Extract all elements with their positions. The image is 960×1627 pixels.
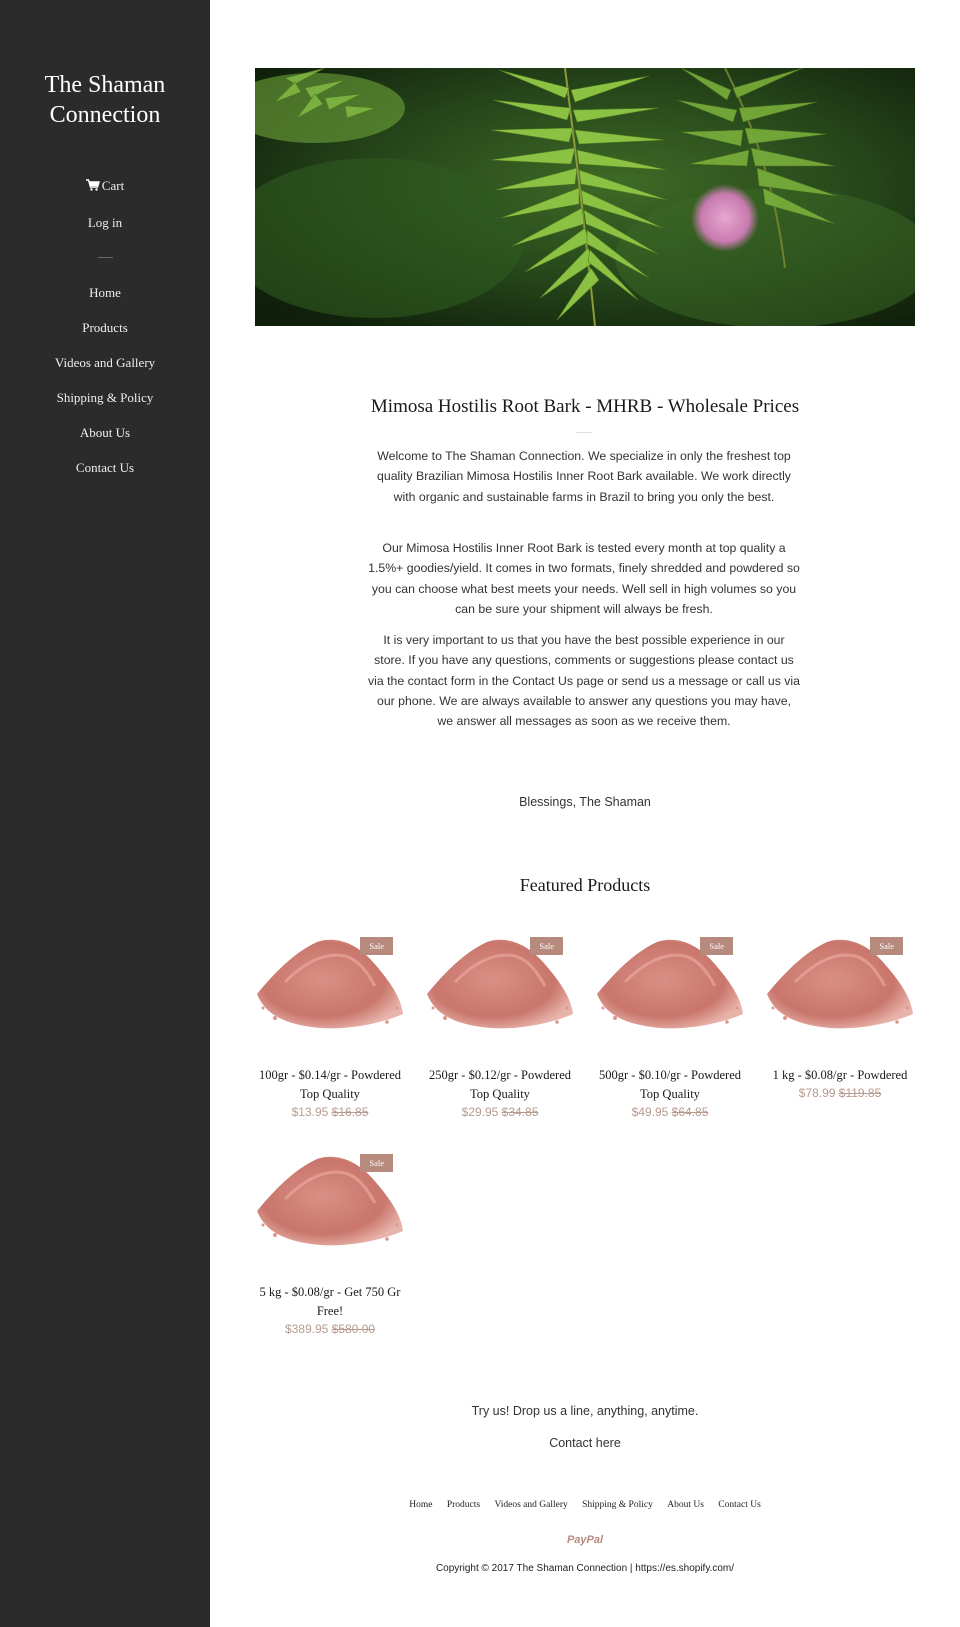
product-image[interactable]: [255, 922, 405, 1042]
support-paragraph: It is very important to us that you have the best possible experience in our store. If you have any questions, comments or suggestions please contact us via the contact form in the Contact Us page or send us a message or call us via our phone. We are always available to answer any questions you may have, we answer all messages as soon as we receive them.: [368, 633, 800, 729]
site-title[interactable]: [0, 70, 210, 130]
original-price: $34.85: [501, 1105, 539, 1119]
sale-price: $13.95: [291, 1105, 329, 1119]
sale-badge: Sale: [700, 937, 733, 955]
intro-paragraph: Welcome to The Shaman Connection. We specialize in only the freshest top quality Brazilian Mimosa Hostilis Inner Root Bark available. We work directly with organic and sustainable farms in Brazil to bring you only the best.: [377, 449, 791, 504]
footer-link-shipping-policy[interactable]: Shipping & Policy: [582, 1500, 653, 1510]
product-price: [595, 1104, 745, 1121]
featured-products-title: Featured Products: [519, 875, 651, 895]
contact-prompt: Try us! Drop us a line, anything, anytime.: [471, 1404, 699, 1418]
product-card[interactable]: [255, 922, 405, 1121]
product-image[interactable]: [255, 1139, 405, 1259]
sidebar: [0, 0, 210, 1627]
product-price: [255, 1104, 405, 1121]
sale-price: $78.99: [798, 1086, 836, 1100]
page-title: Mimosa Hostilis Root Bark - MHRB - Wholesale Prices: [370, 396, 800, 417]
sidebar-item-products[interactable]: Products: [82, 320, 128, 335]
sale-price: $389.95: [284, 1322, 329, 1336]
original-price: $64.85: [671, 1105, 709, 1119]
hero-image: [255, 68, 915, 326]
sale-badge: Sale: [870, 937, 903, 955]
product-card[interactable]: [255, 1139, 405, 1338]
sale-badge: Sale: [530, 937, 563, 955]
original-price: $119.85: [838, 1086, 882, 1100]
sale-badge: Sale: [360, 937, 393, 955]
cart-icon: [86, 179, 100, 191]
copyright: Copyright © 2017 The Shaman Connection | https://es.shopify.com/: [435, 1563, 735, 1574]
product-card[interactable]: [425, 922, 575, 1121]
product-card[interactable]: [765, 922, 915, 1102]
original-price: $580.00: [331, 1322, 376, 1336]
cart-label: Cart: [101, 178, 125, 193]
mimosa-leaves-image: [255, 68, 915, 326]
sidebar-item-home[interactable]: Home: [89, 285, 121, 300]
product-card[interactable]: [595, 922, 745, 1121]
footer-link-products[interactable]: Products: [446, 1500, 481, 1510]
paypal-logo: PayPal: [566, 1534, 604, 1546]
contact-here-link[interactable]: Contact here: [549, 1436, 621, 1450]
footer-nav: [255, 1500, 915, 1510]
footer-link-contact-us[interactable]: Contact Us: [718, 1500, 761, 1510]
product-name[interactable]: 500gr - $0.10/gr - Powdered Top Quality: [599, 1068, 741, 1101]
cart-link[interactable]: [0, 178, 210, 194]
sale-price: $29.95: [461, 1105, 499, 1119]
title-divider: [576, 432, 592, 433]
footer-link-home[interactable]: Home: [409, 1500, 433, 1510]
site-title-text[interactable]: The Shaman Connection: [44, 72, 166, 128]
product-price: [765, 1085, 915, 1102]
product-image[interactable]: [425, 922, 575, 1042]
sidebar-item-about-us[interactable]: About Us: [79, 425, 131, 440]
product-image[interactable]: [595, 922, 745, 1042]
product-price: [425, 1104, 575, 1121]
sidebar-divider: [98, 257, 113, 258]
product-name[interactable]: 250gr - $0.12/gr - Powdered Top Quality: [429, 1068, 571, 1101]
sidebar-item-videos-gallery[interactable]: Videos and Gallery: [54, 355, 156, 370]
sidebar-item-contact-us[interactable]: Contact Us: [75, 460, 135, 475]
product-name[interactable]: 5 kg - $0.08/gr - Get 750 Gr Free!: [259, 1285, 401, 1318]
footer-link-about-us[interactable]: About Us: [667, 1500, 704, 1510]
sale-price: $49.95: [631, 1105, 669, 1119]
sidebar-item-shipping-policy[interactable]: Shipping & Policy: [56, 390, 154, 405]
login-link[interactable]: Log in: [87, 215, 123, 230]
blessing-text: Blessings, The Shaman: [519, 795, 651, 809]
footer-link-videos-gallery[interactable]: Videos and Gallery: [494, 1500, 568, 1510]
quality-paragraph: Our Mimosa Hostilis Inner Root Bark is tested every month at top quality a 1.5%+ goodies/yield. It comes in two formats, finely shredded and powdered so you can choose what best meets your needs. Well sell in high volumes so you can be sure your shipment will always be fresh.: [368, 541, 800, 616]
original-price: $16.85: [331, 1105, 369, 1119]
sale-badge: Sale: [360, 1154, 393, 1172]
product-image[interactable]: [765, 922, 915, 1042]
product-name[interactable]: 100gr - $0.14/gr - Powdered Top Quality: [259, 1068, 401, 1101]
product-name[interactable]: 1 kg - $0.08/gr - Powdered: [772, 1068, 908, 1082]
product-price: [255, 1321, 405, 1338]
